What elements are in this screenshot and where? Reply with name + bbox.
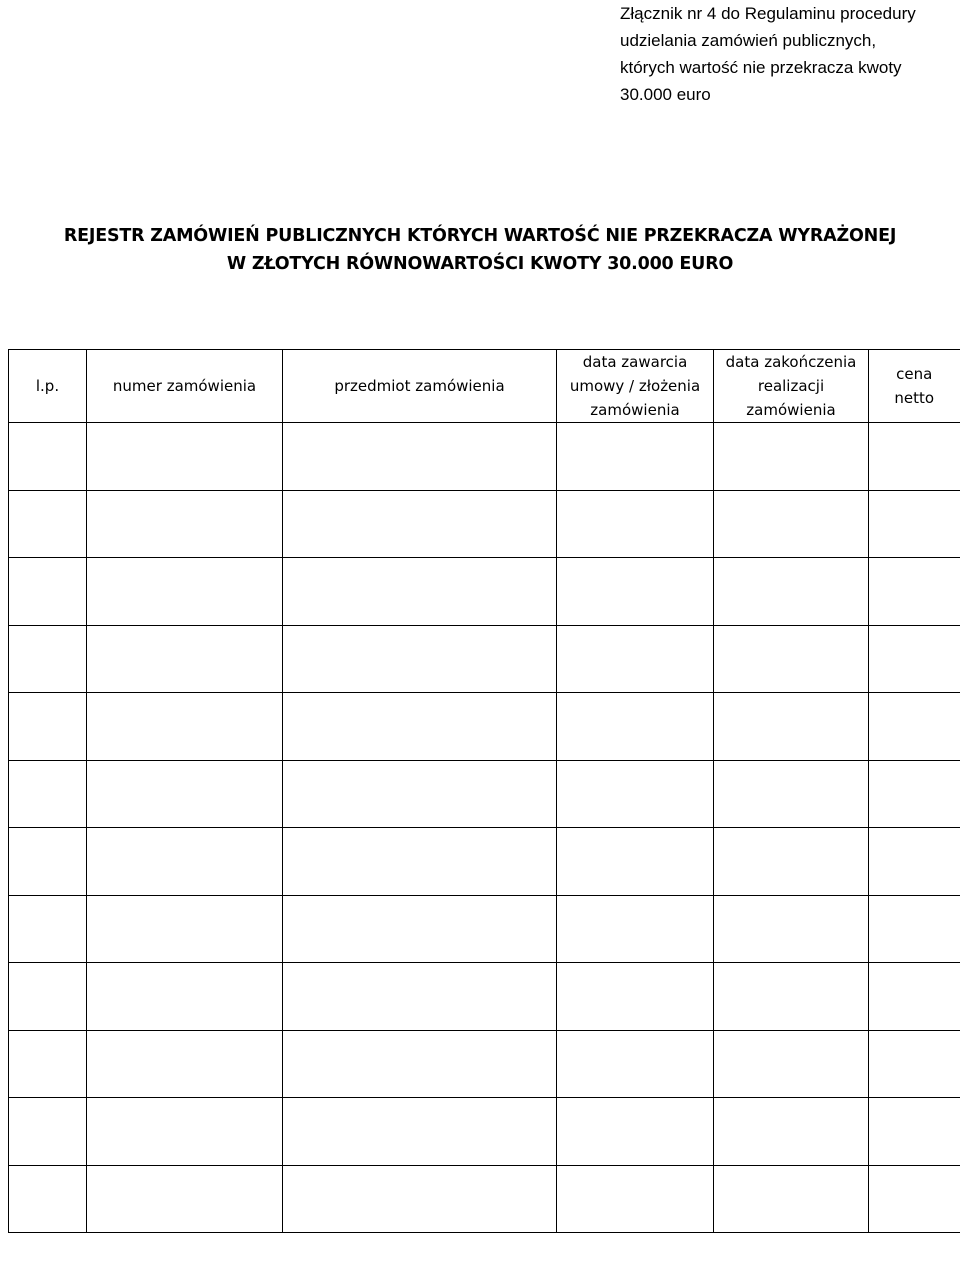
cell-completion-date [714,760,869,828]
table-row [9,1165,960,1233]
cell-completion-date [714,490,869,558]
cell-completion-date [714,1165,869,1233]
cell-net-price [869,1030,960,1098]
header-contract-date [557,350,714,423]
header-completion-date [714,350,869,423]
cell-order-number [87,895,283,963]
cell-net-price [869,1098,960,1166]
table-row [9,490,960,558]
table-header-row [9,350,960,423]
cell-order-subject [283,1098,557,1166]
table-row [9,963,960,1031]
cell-contract-date [557,895,714,963]
header-lp: l.p. [9,350,87,423]
cell-order-number [87,1165,283,1233]
cell-order-subject [283,558,557,626]
header-order-number: numer zamówienia [87,350,283,423]
cell-order-subject [283,1030,557,1098]
cell-contract-date [557,558,714,626]
cell-lp [9,625,87,693]
annex-note-line-1: Złącznik nr 4 do Regulaminu procedury [620,4,916,23]
cell-lp [9,490,87,558]
table-row [9,1098,960,1166]
register-table [8,349,960,1233]
cell-contract-date [557,1098,714,1166]
cell-contract-date [557,625,714,693]
cell-net-price [869,760,960,828]
cell-completion-date [714,693,869,761]
cell-contract-date [557,423,714,491]
cell-order-number [87,1098,283,1166]
header-completion-date-line-2: realizacji [757,377,825,395]
cell-order-subject [283,760,557,828]
table-row [9,625,960,693]
cell-net-price [869,963,960,1031]
table-row [9,558,960,626]
cell-order-subject [283,625,557,693]
cell-contract-date [557,760,714,828]
cell-lp [9,760,87,828]
cell-order-subject [283,963,557,1031]
header-net-price [869,350,960,423]
annex-note-line-4: 30.000 euro [620,85,711,104]
cell-completion-date [714,558,869,626]
cell-order-subject [283,423,557,491]
annex-note [620,0,960,108]
table-row [9,423,960,491]
cell-completion-date [714,828,869,896]
cell-lp [9,828,87,896]
cell-net-price [869,1165,960,1233]
table-row [9,828,960,896]
cell-completion-date [714,963,869,1031]
table-row [9,1030,960,1098]
cell-order-number [87,963,283,1031]
cell-net-price [869,558,960,626]
cell-order-number [87,760,283,828]
cell-contract-date [557,828,714,896]
cell-completion-date [714,1098,869,1166]
header-net-price-line-1: cena [896,365,933,383]
annex-note-line-2: udzielania zamówień publicznych, [620,31,877,50]
register-title [0,222,960,278]
cell-order-subject [283,1165,557,1233]
cell-net-price [869,625,960,693]
cell-completion-date [714,1030,869,1098]
cell-order-subject [283,693,557,761]
cell-order-number [87,625,283,693]
cell-lp [9,423,87,491]
cell-order-number [87,828,283,896]
cell-lp [9,1030,87,1098]
cell-contract-date [557,1165,714,1233]
register-title-line-2: W ZŁOTYCH RÓWNOWARTOŚCI KWOTY 30.000 EURO [226,254,734,274]
register-table-body [9,423,960,1233]
cell-contract-date [557,693,714,761]
cell-lp [9,895,87,963]
cell-net-price [869,490,960,558]
cell-completion-date [714,625,869,693]
cell-order-subject [283,490,557,558]
cell-lp [9,558,87,626]
table-row [9,760,960,828]
cell-order-number [87,693,283,761]
header-order-subject: przedmiot zamówienia [283,350,557,423]
header-contract-date-line-3: zamówienia [590,401,680,419]
cell-order-subject [283,895,557,963]
cell-net-price [869,693,960,761]
cell-lp [9,1165,87,1233]
cell-net-price [869,828,960,896]
cell-order-number [87,490,283,558]
table-row [9,693,960,761]
cell-completion-date [714,895,869,963]
cell-lp [9,1098,87,1166]
header-completion-date-line-1: data zakończenia [725,353,857,371]
header-contract-date-line-2: umowy / złożenia [569,377,701,395]
annex-note-line-3: których wartość nie przekracza kwoty [620,58,902,77]
table-row [9,895,960,963]
cell-lp [9,693,87,761]
cell-order-number [87,1030,283,1098]
cell-completion-date [714,423,869,491]
register-title-line-1: REJESTR ZAMÓWIEŃ PUBLICZNYCH KTÓRYCH WARTOŚĆ NIE PRZEKRACZA WYRAŻONEJ [63,226,897,246]
header-contract-date-line-1: data zawarcia [582,353,688,371]
cell-order-number [87,423,283,491]
cell-net-price [869,895,960,963]
cell-net-price [869,423,960,491]
cell-order-subject [283,828,557,896]
header-net-price-line-2: netto [894,389,935,407]
cell-contract-date [557,1030,714,1098]
cell-order-number [87,558,283,626]
header-completion-date-line-3: zamówienia [746,401,836,419]
cell-contract-date [557,963,714,1031]
cell-contract-date [557,490,714,558]
cell-lp [9,963,87,1031]
